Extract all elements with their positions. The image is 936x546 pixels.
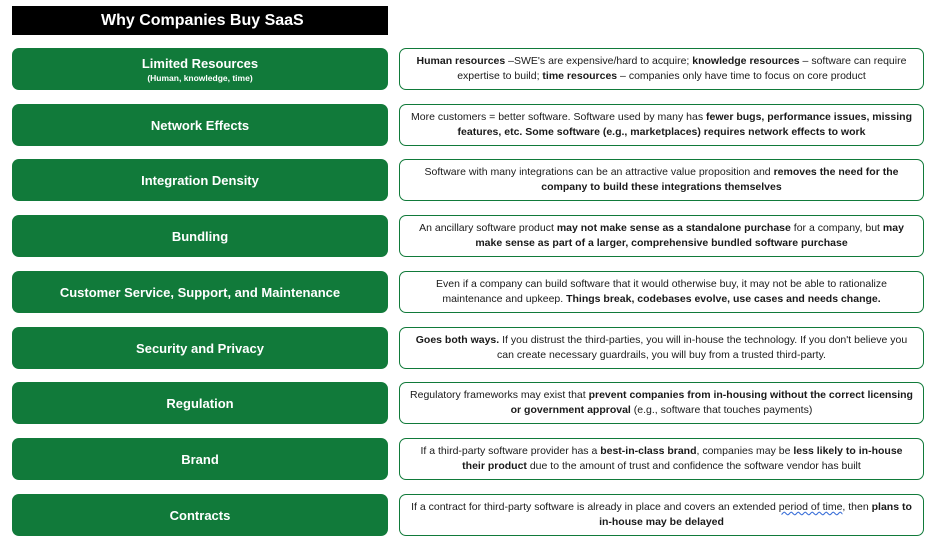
description-segment: –SWE's are expensive/hard to acquire;	[505, 54, 693, 67]
reason-row	[0, 159, 936, 201]
description-segment: best-in-class brand	[600, 444, 697, 457]
reason-label: Limited Resources	[141, 55, 259, 71]
description-segment: , then	[842, 500, 872, 513]
description-segment: knowledge resources	[692, 54, 800, 67]
reason-description	[399, 327, 924, 369]
reason-label: Regulation	[166, 395, 234, 411]
description-segment: Regulatory frameworks may exist that	[410, 388, 589, 401]
description-segment: If a third-party software provider has a	[420, 444, 601, 457]
reason-label-box	[12, 382, 388, 424]
reason-label-box	[12, 438, 388, 480]
description-segment: If you distrust the third-parties, you will in-house the technology. If you don't believe you can create necessary guardrails, you will buy from a trusted third-party.	[497, 333, 908, 361]
reason-row	[0, 494, 936, 536]
reason-row	[0, 215, 936, 257]
reason-row	[0, 104, 936, 146]
description-segment: prevent companies from in-housing without the correct licensing or government approval	[510, 388, 913, 416]
reason-description-text	[408, 221, 915, 251]
description-segment: due to the amount of trust and confidence the software vendor has built	[526, 460, 861, 472]
reason-description-text	[408, 500, 915, 530]
reason-label-box	[12, 327, 388, 369]
reason-sublabel: (Human, knowledge, time)	[147, 72, 253, 83]
description-segment: More customers = better software. Software used by many has	[410, 110, 706, 123]
reason-description-text	[408, 388, 915, 418]
description-segment: removes the need for the company to build these integrations themselves	[541, 165, 899, 193]
description-segment: fewer bugs, performance issues, missing features, etc. Some software (e.g., marketplaces) requires network effects to work	[457, 110, 912, 138]
description-segment: (e.g., software that touches payments)	[630, 404, 813, 416]
reason-label: Security and Privacy	[136, 340, 264, 356]
reason-description	[399, 104, 924, 146]
reason-label: Contracts	[169, 507, 231, 523]
description-segment: less likely to in-house their product	[462, 444, 903, 472]
description-segment: period of time	[778, 500, 843, 513]
description-segment: Things break, codebases evolve, use cases and needs change.	[566, 293, 881, 305]
reason-label-box	[12, 215, 388, 257]
reason-description	[399, 494, 924, 536]
reason-row	[0, 48, 936, 90]
description-segment: may make sense as part of a larger, comprehensive bundled software purchase	[475, 221, 904, 249]
reason-label: Bundling	[171, 228, 229, 244]
description-segment: Software with many integrations can be an attractive value proposition and	[424, 165, 774, 178]
reason-description	[399, 382, 924, 424]
reason-row	[0, 438, 936, 480]
reason-description-text	[408, 110, 915, 140]
reason-description-text	[408, 165, 915, 195]
description-segment: If a contract for third-party software is already in place and covers an extended	[411, 500, 779, 513]
reason-description-text	[408, 277, 915, 307]
reason-description	[399, 215, 924, 257]
reason-label: Brand	[181, 451, 219, 467]
reason-row	[0, 271, 936, 313]
reason-label-box	[12, 104, 388, 146]
reason-label-box	[12, 494, 388, 536]
description-segment: An ancillary software product	[419, 221, 557, 234]
reason-label: Integration Density	[141, 172, 259, 188]
reason-description-text	[408, 444, 915, 474]
reason-description	[399, 159, 924, 201]
description-segment: Goes both ways.	[415, 333, 500, 346]
reason-label-box	[12, 271, 388, 313]
reason-description	[399, 271, 924, 313]
description-segment: Human resources	[416, 54, 506, 67]
description-segment: Even if a company can build software that it would otherwise buy, it may not be able to rationalize maintenance and upkeep.	[436, 277, 887, 305]
reason-label: Network Effects	[150, 117, 250, 133]
reason-label-box	[12, 48, 388, 90]
page-title: Why Companies Buy SaaS	[12, 6, 388, 35]
reason-description-text	[408, 54, 915, 84]
reason-description-text	[408, 333, 915, 363]
description-segment: for a company, but	[790, 221, 883, 234]
reason-label: Customer Service, Support, and Maintenance	[59, 284, 341, 300]
description-segment: – companies only have time to focus on core product	[617, 70, 866, 82]
description-segment: – software can require expertise to build;	[457, 54, 907, 82]
reason-row	[0, 327, 936, 369]
description-segment: , companies may be	[696, 444, 794, 457]
reason-label-box	[12, 159, 388, 201]
reason-description	[399, 48, 924, 90]
description-segment: may not make sense as a standalone purchase	[556, 221, 791, 234]
reason-description	[399, 438, 924, 480]
description-segment: plans to in-house may be delayed	[599, 500, 912, 528]
description-segment: time resources	[542, 70, 618, 82]
reason-row	[0, 382, 936, 424]
